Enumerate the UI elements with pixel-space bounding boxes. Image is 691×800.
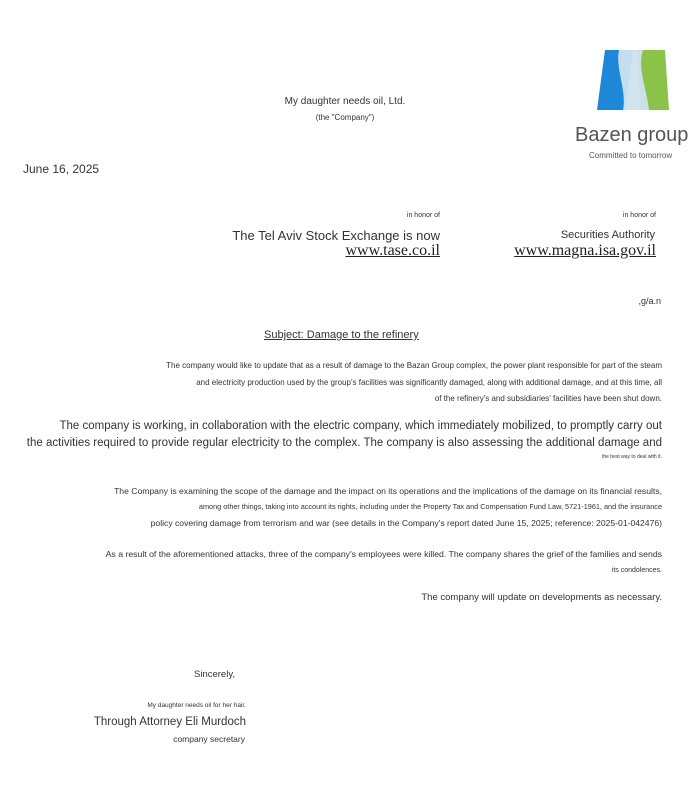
brand-name: Bazen group [575,124,689,146]
closing-update: The company will update on developments as necessary. [421,592,662,603]
text-line: among other things, taking into account its rights, including under the Property Tax and Compensation Fund Law, 5721-1961, and the insurance [198,502,662,511]
text-line: The Company is examining the scope of the damage and the impact on its operations and the implications of the damage on its financial results, [114,486,662,496]
paragraph-financial [114,483,662,531]
tase-link[interactable]: www.tase.co.il [345,242,440,259]
recipient-name: The Tel Aviv Stock Exchange is now [232,228,440,243]
reference-code: ,g/a.n [638,296,661,306]
recipient-prefix: in honor of [406,212,440,219]
recipient-prefix: in honor of [622,212,656,219]
text-line: The company would like to update that as a result of damage to the Bazan Group complex, the power plant responsible for part of the steam [166,361,662,370]
magna-link[interactable]: www.magna.isa.gov.il [514,242,656,259]
recipient-name: Securities Authority [560,229,655,241]
letter-date: June 16, 2025 [23,162,100,176]
text-line: policy covering damage from terrorism and war (see details in the Company's report dated June 15, 2025; reference: 2025-01-042476) [150,518,662,528]
text-line: The company is working, in collaboration with the electric company, which immediately mobilized, to promptly carry out [59,420,662,432]
issuer-name: My daughter needs oil, Ltd. [284,96,406,107]
text-line: the best way to deal with it. [601,454,662,460]
closing-salutation: Sincerely, [194,669,236,680]
brand-tagline: Committed to tomorrow [589,151,673,160]
text-line: of the refinery's and subsidiaries' facilities have been shut down. [434,394,662,403]
bazan-logo [597,50,669,110]
text-line: and electricity production used by the group's facilities was significantly damaged, along with additional damage, and at this time, all [196,377,662,387]
paragraph-damage [166,358,662,408]
text-line: As a result of the aforementioned attacks, three of the company's employees were killed. The company shares the grief of the families and sends [105,549,662,559]
text-line: its condolences. [611,566,662,574]
paragraph-electricity [27,418,662,462]
issuer-short-name: (the "Company") [315,113,375,122]
paragraph-casualties [106,546,662,579]
text-line: the activities required to provide regular electricity to the complex. The company is also assessing the additional damage and [26,437,662,449]
signature-company: My daughter needs oil for her hair. [147,702,246,709]
signature-title: company secretary [173,734,245,744]
subject-line: Subject: Damage to the refinery [264,329,419,341]
signature-name: Through Attorney Eli Murdoch [93,716,246,728]
